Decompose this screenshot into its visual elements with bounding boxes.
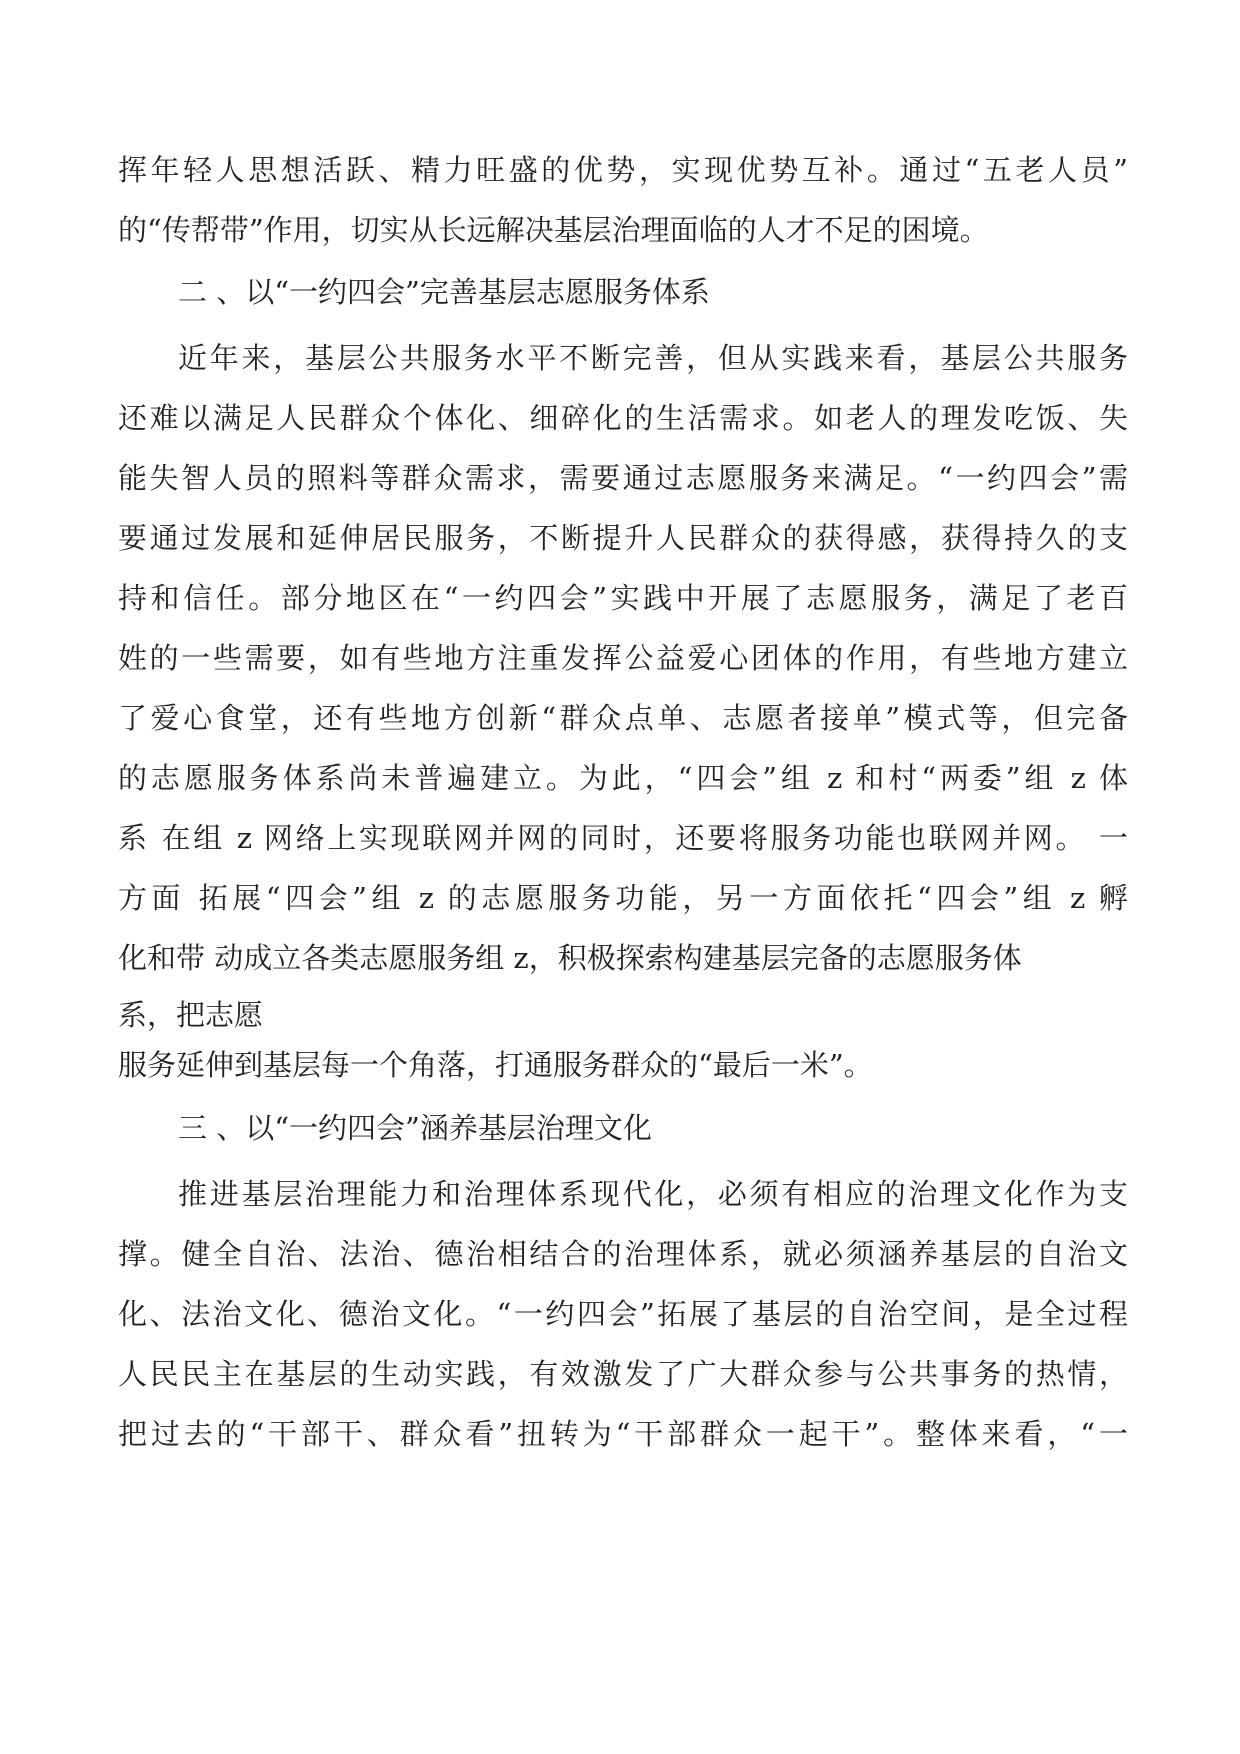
paragraph-line: 挥年轻人思想活跃、精力旺盛的优势，实现优势互补。通过“五老人员”	[118, 153, 1128, 187]
paragraph-line: 把过去的“干部干、群众看”扭转为“干部群众一起干”。整体来看，“一	[118, 1417, 1128, 1451]
paragraph-line: 要通过发展和延伸居民服务，不断提升人民群众的获得感，获得持久的支	[118, 521, 1128, 555]
paragraph-line: 的“传帮带”作用，切实从长远解决基层治理面临的人才不足的困境。	[118, 213, 989, 247]
paragraph-line: 了爱心食堂，还有些地方创新“群众点单、志愿者接单”模式等，但完备	[118, 701, 1128, 735]
paragraph-line: 姓的一些需要，如有些地方注重发挥公益爱心团体的作用，有些地方建立	[118, 641, 1128, 675]
paragraph-line: 能失智人员的照料等群众需求，需要通过志愿服务来满足。“一约四会”需	[118, 461, 1128, 495]
paragraph-line: 方面 拓展“四会”组 z 的志愿服务功能，另一方面依托“四会”组 z 孵	[118, 881, 1128, 915]
paragraph-line: 人民民主在基层的生动实践，有效激发了广大群众参与公共事务的热情，	[118, 1357, 1128, 1391]
section-heading-3: 三 、以“一约四会”涵养基层治理文化	[178, 1111, 652, 1145]
paragraph-line: 服务延伸到基层每一个角落，打通服务群众的“最后一米”。	[118, 1048, 873, 1082]
paragraph-line: 化、法治文化、德治文化。“一约四会”拓展了基层的自治空间，是全过程	[118, 1297, 1128, 1331]
paragraph-line: 系，把志愿	[118, 998, 264, 1032]
paragraph-line: 撑。健全自治、法治、德治相结合的治理体系，就必须涵养基层的自治文	[118, 1237, 1128, 1271]
paragraph-line: 持和信任。部分地区在“一约四会”实践中开展了志愿服务，满足了老百	[118, 581, 1128, 615]
paragraph-line: 还难以满足人民群众个体化、细碎化的生活需求。如老人的理发吃饭、失	[118, 401, 1128, 435]
paragraph-line: 近年来，基层公共服务水平不断完善，但从实践来看，基层公共服务	[178, 341, 1128, 375]
paragraph-line: 系 在组 z 网络上实现联网并网的同时，还要将服务功能也联网并网。 一	[118, 821, 1128, 855]
paragraph-line: 的志愿服务体系尚未普遍建立。为此，“四会”组 z 和村“两委”组 z 体	[118, 761, 1128, 795]
paragraph-line: 推进基层治理能力和治理体系现代化，必须有相应的治理文化作为支	[178, 1177, 1128, 1211]
paragraph-line: 化和带 动成立各类志愿服务组 z，积极探索构建基层完备的志愿服务体	[118, 941, 1022, 975]
section-heading-2: 二 、以“一约四会”完善基层志愿服务体系	[178, 275, 710, 309]
